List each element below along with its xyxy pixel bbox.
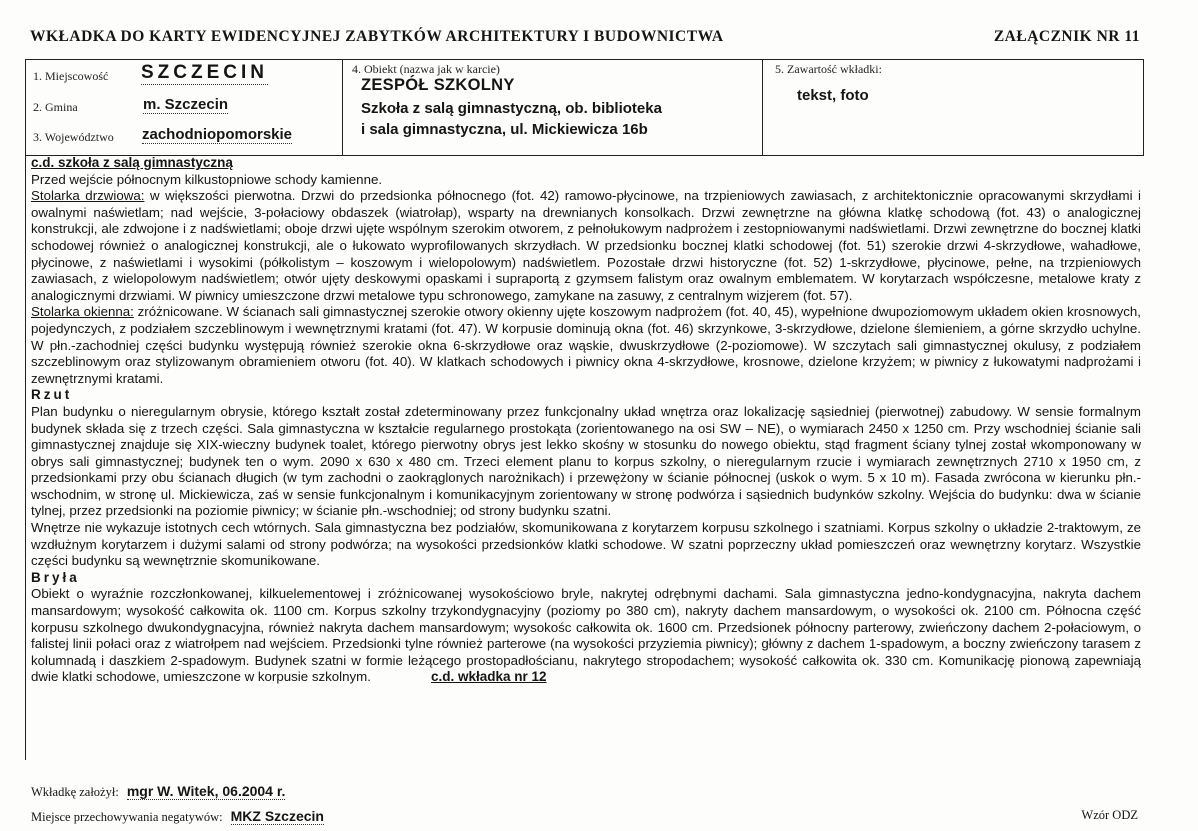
voivodeship-value: zachodniopomorskie bbox=[142, 126, 293, 143]
locality-label: 1. Miejscowość bbox=[33, 69, 109, 83]
prepared-by-value: mgr W. Witek, 06.2004 r. bbox=[126, 783, 286, 799]
negatives-storage-line bbox=[31, 808, 324, 825]
negatives-storage-label: Miejsce przechowywania negatywów: bbox=[31, 810, 223, 824]
section-heading-plan: Rzut bbox=[31, 387, 73, 403]
object-description bbox=[361, 98, 662, 140]
document-title: WKŁADKA DO KARTY EWIDENCYJNEJ ZABYTKÓW ARCHITEKTURY I BUDOWNICTWA bbox=[30, 28, 724, 45]
paragraph-entrance-stairs: Przed wejście północnym kilkustopniowe schody kamienne. bbox=[31, 171, 383, 187]
voivodeship-label: 3. Województwo bbox=[33, 130, 114, 144]
negatives-storage-value: MKZ Szczecin bbox=[230, 808, 324, 824]
contents-cell bbox=[763, 59, 1144, 155]
object-line-2: i sala gimnastyczna, ul. Mickiewicza 16b bbox=[361, 121, 648, 138]
object-title: ZESPÓŁ SZKOLNY bbox=[361, 76, 515, 94]
doors-heading: Stolarka drzwiowa: bbox=[31, 188, 145, 204]
object-cell bbox=[343, 59, 763, 155]
massing-text: Obiekt o wyraźnie rozczłonkowanej, kilkuelementowej i zróżnicowanej wysokościowo bryle, nakrytej odrębnymi dachami. Sala gimnastyczna jedno-kondygnacyjna, nakryta dachem mansardowym; wysokość całkowita ok. 1100 cm. Korpus szkolny trzykondygnacyjny (poziomy po 380 cm), nakryty dachem mansardowym, o wysokości ok. 2100 cm. Północna część korpusu szkolnego dwukondygnacyjna, również nakryta dachem mansardowym; wysokośc całkowita ok. 1600 cm. Przedsionek północny parterowy, zwieńczony dachem 2-połaciowym, o falistej linii połaci oraz z wiatrołpem nad wejściem. Przedsionki tylne również parterowe (na wysokości przyziemia piwnicy); główny z dachem 1-spadowym, a boczny zwieńczony tarasem z kolumnadą i daszkiem 2-spadowym. Budynek szatni w formie leżącego prostopadłościanu, nakrytego stropodachem; wysokość całkowita ok. 330 cm. Komunikację pionową zapewniają dwie klatki schodowe, umieszczone w korpusie szkolnym. bbox=[31, 586, 1141, 685]
location-cell bbox=[25, 59, 343, 155]
object-label: 4. Obiekt (nazwa jak w karcie) bbox=[352, 62, 500, 76]
section-heading-massing: Bryła bbox=[31, 569, 80, 585]
annex-number: ZAŁĄCZNIK NR 11 bbox=[993, 28, 1140, 45]
commune-label: 2. Gmina bbox=[33, 100, 78, 114]
continued-reference: c.d. wkładka nr 12 bbox=[430, 669, 547, 685]
continuation-heading: c.d. szkoła z salą gimnastyczną bbox=[31, 155, 233, 170]
paragraph-windows bbox=[31, 304, 1141, 387]
commune-value: m. Szczecin bbox=[143, 96, 229, 113]
paragraph-massing bbox=[31, 586, 1141, 686]
body-text bbox=[31, 155, 1141, 686]
paragraph-doors bbox=[31, 188, 1141, 304]
header-fields-table bbox=[25, 59, 1144, 156]
prepared-by-line bbox=[31, 783, 285, 800]
paragraph-interior: Wnętrze nie wykazuje istotnych cech wtórnych. Sala gimnastyczna bez podziałów, skomunikowana z korytarzem korpusu szkolnego i szatniami. Korpus szkolny o układzie 2-traktowym, ze wzdłużnym korytarzem i dużymi salami od strony podwórza; na wysokości przedsionków klatki schodowe. W szatni poprzeczny układ pomieszczeń oraz wewnętrzny korytarz. Wszystkie części budynku są wewnętrznie skomunikowane. bbox=[31, 520, 1141, 569]
doors-text: w większości pierwotna. Drzwi do przedsionka północnego (fot. 42) ramowo-płycinowe, na trzpieniowych zawiasach, z architektonicznie opracowanymi skrzydłami i owalnymi naświetlam; nad wejście, 3-połaciowy obdaszek (wiatrołap), wsparty na drewnianych konsolkach. Drzwi zewnętrzne na główna klatkę schodową (fot. 43) o analogicznej konstrukcji, ale zdwojone i z nadświetlami; oboje drzwi ujęte wspólnym szerokim otworem, z pełnołukowym nadprożem i zestopniowanymi nadświetlami. Drzwi zewnętrzne do bocznej klatki schodowej również o analogicznej konstrukcji, ale o łukowato wyprofilowanych skrzydłach. W przedsionku bocznej klatki schodowej (fot. 51) szerokie drzwi 4-skrzydłowe, wahadłowe, płycinowe, z naświetlami i wysokimi (półkolistym – koszowym i wielopolowym) nadświetlem. Pozostałe drzwi historyczne (fot. 52) 1-skrzydłowe, płycinowe, pełne, na trzpieniowych zawiasach, z wielopolowym nadświetlem; otwór ujęty deskowymi opaskami i supraportą z gzymsem falistym oraz owalnym emblematem. W korytarzach współczesne, metalowe kraty z analogicznymi drzwiami. W piwnicy umieszczone drzwi metalowe typu schronowego, zamykane na zasuwy, z centralnym wizjerem (fot. 57). bbox=[31, 188, 1141, 303]
contents-label: 5. Zawartość wkładki: bbox=[775, 62, 882, 76]
windows-text: zróżnicowane. W ścianach sali gimnastycznej szerokie otwory okienny ujęte koszowym nadprożem (fot. 40, 45), wypełnione dwupoziomowym układem okien krosnowych, pojedynczych, z podziałem szczeblinowym i wewnętrznymi kratami (fot. 47). W korpusie dominują okna (fot. 46) skrzynkowe, 3-skrzydłowe, dzielone ślemieniem, a górne skrzydło uchylne. W płn.-zachodniej części budynku występują również szerokie okna 6-skrzydłowe oraz wąskie, dwuskrzydłowe (2-poziomowe). W szczytach sali gimnastycznej okulusy, z podziałem szczeblinowym oraz stylizowanym obramieniem otworu (fot. 40). W klatkach schodowych i piwnicy okna 4-skrzydłowe, krosnowe, dzielone krzyżem; w piwnicy z łukowatymi nadprożami i zewnętrznymi kratami. bbox=[31, 304, 1141, 386]
paragraph-plan: Plan budynku o nieregularnym obrysie, którego kształt został zdeterminowany przez funkcjonalny układ wnętrza oraz lokalizację sąsiedniej (pierwotnej) zabudowy. W sensie formalnym budynek składa się z trzech części. Sala gimnastyczna w kształcie regularnego prostokąta (zorientowanego na osi SW – NE), o wymiarach 2450 x 1250 cm. Przy wschodniej ścianie sali gimnastycznej znajduje się XIX-wieczny budynek toalet, którego pierwotny obrys jest lekko skośny w stosunku do nowego obiektu, stąd fragment ściany tylnej został wkomponowany w obrys sali gimnastycznej; budynek ten o wym. 2090 x 630 x 480 cm. Trzeci element planu to korpus szkolny, o nieregularnym rzucie i wymiarach zewnętrznych 2710 x 1950 cm, z przedsionkami przy obu ścianach długich (w tym zachodni o zaokrąglonych narożnikach) i przewężony w ścianie północnej (uskok o wym. 5 x 10 m). Fasada zwrócona w kierunku płn.-wschodnim, w stronę ul. Mickiewicza, zaś w sensie funkcjonalnym i komunikacyjnym zorientowany w stronę podwórza i sąsiednich budynków szkolny. Wejścia do budynku: dwa w ścianie tylnej, przez przedsionki na poziomie piwnicy; w ścianie płn.-wschodniej; od strony budynku szatni. bbox=[31, 403, 1141, 519]
contents-value: tekst, foto bbox=[797, 87, 869, 104]
prepared-by-label: Wkładkę założył: bbox=[31, 785, 119, 799]
locality-value: SZCZECIN bbox=[141, 62, 268, 83]
windows-heading: Stolarka okienna: bbox=[31, 304, 134, 320]
object-line-1: Szkoła z salą gimnastyczną, ob. biblioteka bbox=[361, 100, 662, 117]
form-template-id: Wzór ODZ bbox=[1081, 808, 1138, 822]
